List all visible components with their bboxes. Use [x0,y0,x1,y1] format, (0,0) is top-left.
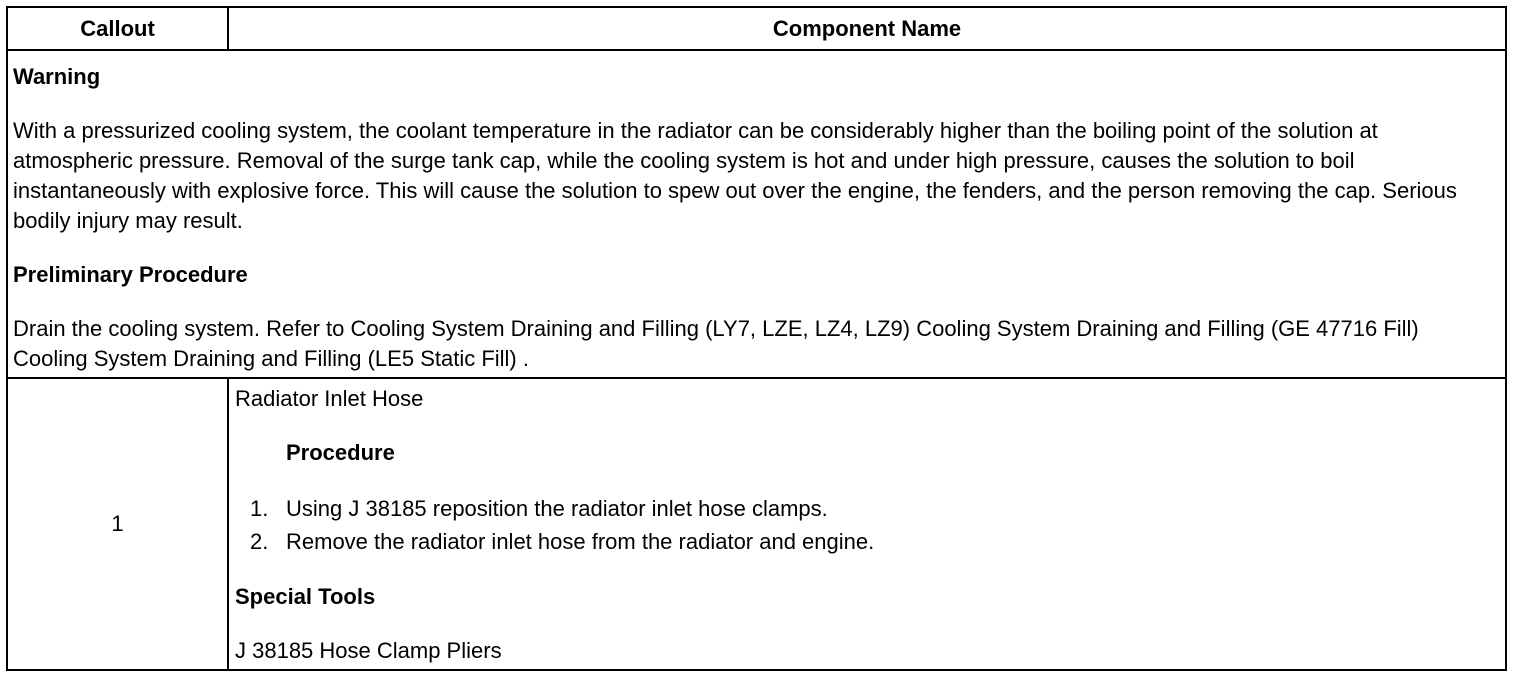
warning-heading: Warning [13,64,101,89]
component-name-header: Component Name [772,16,962,41]
preliminary-procedure-text: Drain the cooling system. Refer to Cooling System Draining and Filling (LY7, LZE, LZ4, LZ9) Cooling System Draining and Filling (GE 47716 Fill) Cooling System Draining and Filling (LE5 Static Fill) . [13,316,1419,371]
row-column-divider [227,379,229,669]
procedure-steps [235,492,1497,558]
procedure-heading: Procedure [286,440,395,465]
special-tools-heading: Special Tools [235,584,376,609]
table-header-row [8,8,1505,51]
callout-header: Callout [80,16,155,41]
step-text: Using J 38185 reposition the radiator inlet hose clamps. [286,496,828,521]
special-tools-text: J 38185 Hose Clamp Pliers [235,638,502,663]
warning-text: With a pressurized cooling system, the coolant temperature in the radiator can be considerably higher than the boiling point of the solution at atmospheric pressure. Removal of the surge tank cap, while the cooling system is hot and under high pressure, causes the solution to boil instantaneously with explosive force. This will cause the solution to spew out over the engine, the fenders, and the person removing the cap. Serious bodily injury may result. [13,118,1457,233]
header-column-divider [227,8,229,49]
component-cell [235,379,1497,666]
procedure-step [235,492,1497,525]
component-name: Radiator Inlet Hose [235,386,424,411]
component-table [6,6,1507,671]
callout-number: 1 [111,511,124,536]
procedure-step [235,525,1497,558]
preliminary-procedure-heading: Preliminary Procedure [13,262,248,287]
step-number: 1. [250,496,269,521]
notice-row [8,51,1505,379]
notice-cell [13,51,1497,374]
step-text: Remove the radiator inlet hose from the radiator and engine. [286,529,875,554]
step-number: 2. [250,529,269,554]
table-row [8,379,1505,669]
